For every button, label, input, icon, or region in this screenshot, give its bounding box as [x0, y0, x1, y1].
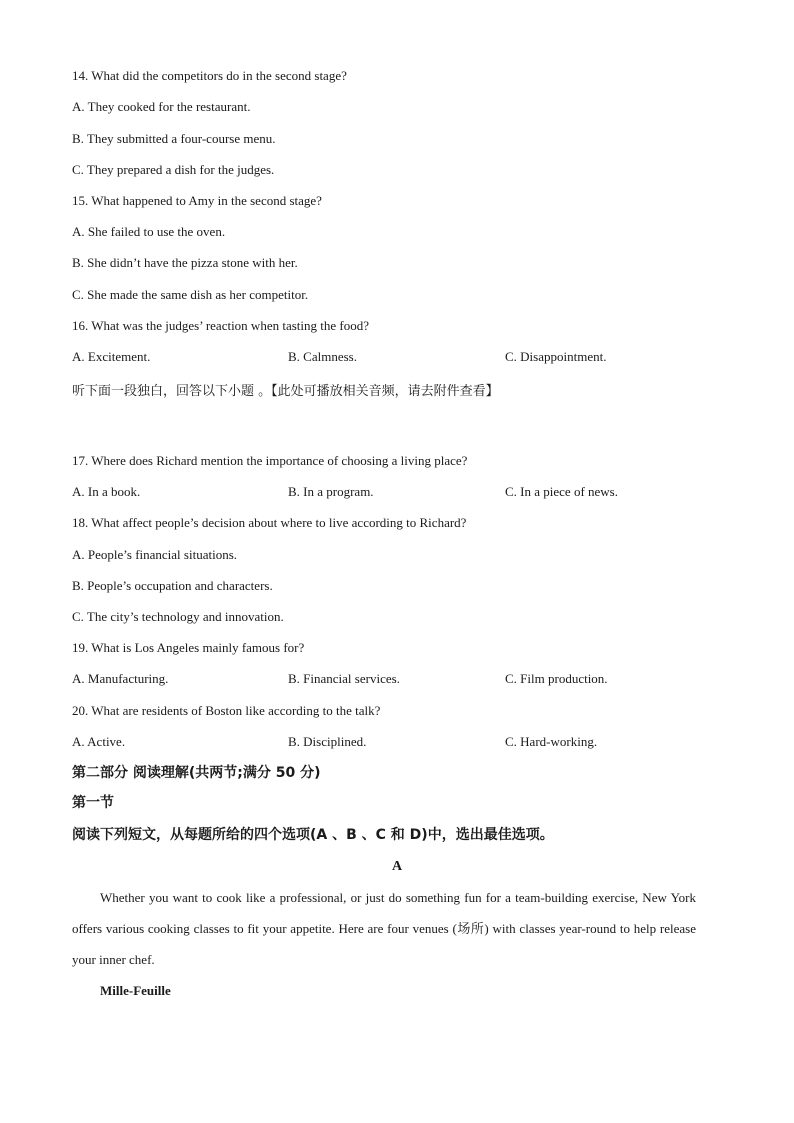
- question-19: 19. What is Los Angeles mainly famous for?: [72, 640, 305, 655]
- question-14: 14. What did the competitors do in the second stage?: [72, 68, 347, 83]
- venue-subheading: Mille-Feuille: [100, 983, 171, 998]
- q16-option-b: B. Calmness.: [288, 349, 357, 364]
- q15-option-a: A. She failed to use the oven.: [72, 224, 226, 239]
- reading-instruction: 阅读下列短文，从每题所给的四个选项(A 、B 、C 和 D)中，选出最佳选项。: [72, 827, 554, 843]
- q17-option-b: B. In a program.: [288, 484, 374, 499]
- q18-option-a: A. People’s financial situations.: [72, 547, 238, 562]
- q14-option-b: B. They submitted a four-course menu.: [72, 131, 276, 146]
- q20-option-a: A. Active.: [72, 734, 126, 749]
- q18-option-b: B. People’s occupation and characters.: [72, 578, 273, 593]
- section-heading: 第一节: [72, 795, 114, 811]
- q16-option-c: C. Disappointment.: [505, 349, 607, 364]
- listening-instruction: 听下面一段独白，回答以下小题 。【此处可播放相关音频，请去附件查看】: [72, 384, 499, 399]
- q18-option-c: C. The city’s technology and innovation.: [72, 609, 284, 624]
- q14-option-a: A. They cooked for the restaurant.: [72, 99, 251, 114]
- q17-option-a: A. In a book.: [72, 484, 141, 499]
- q15-option-c: C. She made the same dish as her competitor.: [72, 287, 309, 302]
- question-20: 20. What are residents of Boston like according to the talk?: [72, 703, 381, 718]
- q19-option-a: A. Manufacturing.: [72, 671, 169, 686]
- passage-letter: A: [391, 859, 403, 874]
- question-17: 17. Where does Richard mention the importance of choosing a living place?: [72, 453, 468, 468]
- q14-option-c: C. They prepared a dish for the judges.: [72, 162, 275, 177]
- q16-option-a: A. Excitement.: [72, 349, 151, 364]
- part2-title: 第二部分 阅读理解(共两节;满分 50 分): [72, 765, 321, 781]
- q19-option-c: C. Film production.: [505, 671, 608, 686]
- q20-option-b: B. Disciplined.: [288, 734, 367, 749]
- passage-paragraph: Whether you want to cook like a professional, or just do something fun for a team-building exercise, New York offers various cooking classes to fit your appetite. Here are four venues (场所) with classes year-round to help release your inner chef.: [72, 890, 696, 967]
- q17-option-c: C. In a piece of news.: [505, 484, 618, 499]
- q15-option-b: B. She didn’t have the pizza stone with her.: [72, 255, 298, 270]
- q19-option-b: B. Financial services.: [288, 671, 400, 686]
- q20-option-c: C. Hard-working.: [505, 734, 598, 749]
- question-18: 18. What affect people’s decision about where to live according to Richard?: [72, 515, 467, 530]
- question-16: 16. What was the judges’ reaction when tasting the food?: [72, 318, 369, 333]
- question-15: 15. What happened to Amy in the second stage?: [72, 193, 322, 208]
